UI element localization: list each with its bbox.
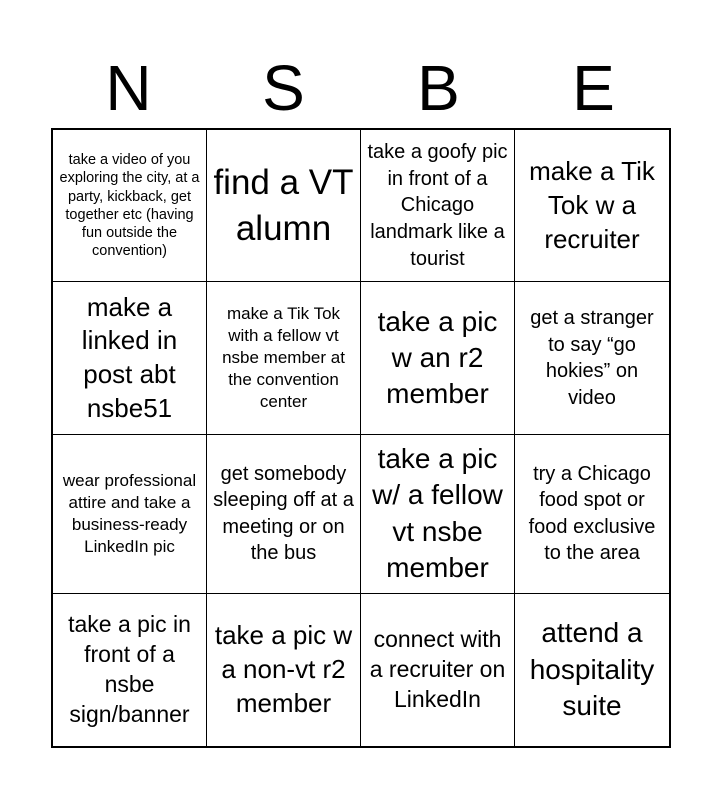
bingo-header [51,48,671,128]
header-letter-s: S [262,52,305,124]
bingo-cell[interactable]: connect with a recruiter on LinkedIn [361,594,515,746]
bingo-cell[interactable]: get a stranger to say “go hokies” on video [515,282,669,434]
bingo-cell[interactable]: take a pic w a non-vt r2 member [207,594,361,746]
bingo-cell[interactable]: attend a hospitality suite [529,617,655,721]
bingo-cell[interactable]: make a Tik Tok with a fellow vt nsbe member at the convention center [207,282,361,434]
bingo-cell[interactable]: try a Chicago food spot or food exclusive to the area [515,435,669,594]
bingo-cell[interactable]: wear professional attire and take a business-ready LinkedIn pic [53,435,207,594]
bingo-cell[interactable]: take a pic w/ a fellow vt nsbe member [361,435,515,594]
bingo-board [51,128,671,748]
bingo-cell[interactable]: take a video of you exploring the city, at a party, kickback, get together etc (having fun outside the convention) [53,130,207,282]
bingo-cell[interactable]: take a goofy pic in front of a Chicago landmark like a tourist [361,130,515,282]
bingo-cell[interactable]: find a VT alumn [207,130,361,282]
header-letter-n: N [105,52,152,124]
bingo-cell[interactable]: make a Tik Tok w a recruiter [515,130,669,282]
header-letter-e: E [572,52,615,124]
bingo-cell[interactable]: take a pic w an r2 member [361,282,515,434]
bingo-cell[interactable]: get somebody sleeping off at a meeting or on the bus [207,435,361,594]
header-letter-b: B [417,52,460,124]
bingo-cell[interactable]: take a pic in front of a nsbe sign/banner [53,594,207,746]
bingo-cell[interactable]: make a linked in post abt nsbe51 [53,282,207,434]
